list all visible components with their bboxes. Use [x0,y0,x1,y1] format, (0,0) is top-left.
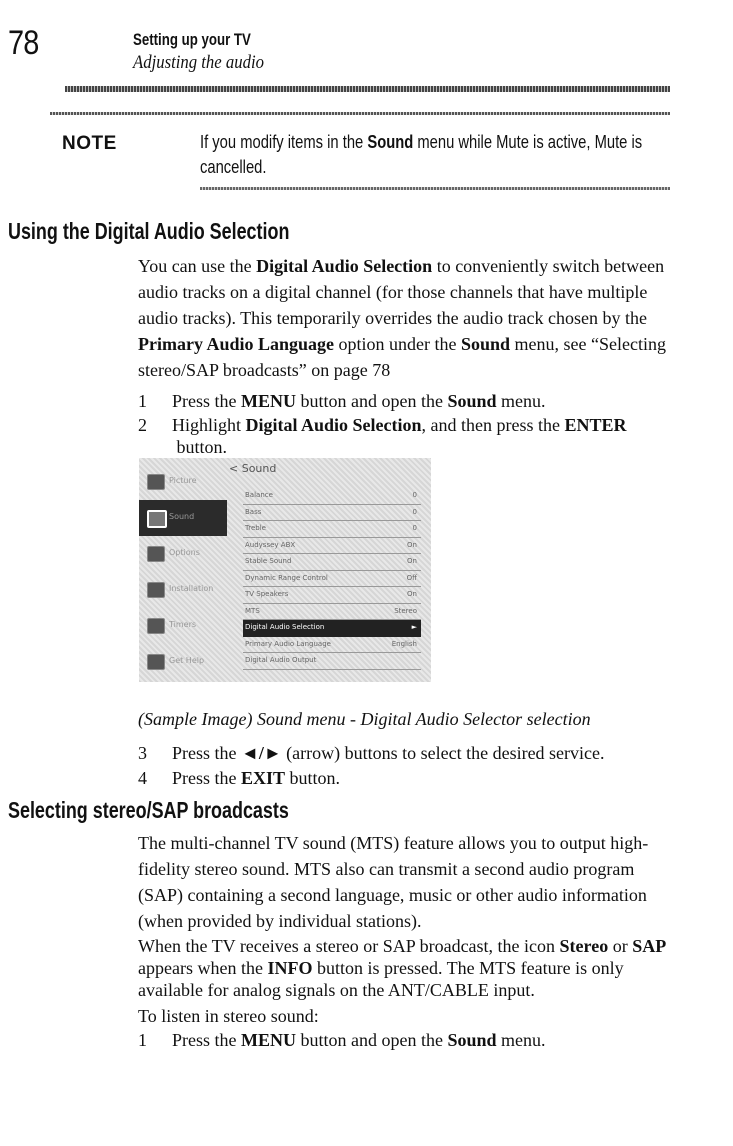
note-top-rule [50,112,670,115]
options-icon [147,546,165,562]
tv-menu-title: < Sound [229,462,277,475]
step-2: 2 Highlight Digital Audio Selection, and then press the ENTER button. [138,415,627,457]
header-rule [65,86,670,92]
step-3: 3 Press the ◄/► (arrow) buttons to select the desired service. [138,743,605,763]
note-bottom-rule [200,187,670,190]
header-section-title: Setting up your TV [133,30,251,49]
paragraph-stereo-sap-icon: When the TV receives a stereo or SAP broadcast, the icon Stereo or SAP appears when the INFO button is pressed. The MTS feature is only available for analog signals on the ANT/CABLE input. [138,936,667,1000]
tv-side-item: Installation [139,572,227,608]
note-text: If you modify items in the Sound menu while Mute is active, Mute is cancelled. [200,132,643,177]
tv-menu-row: Digital Audio Output [243,653,421,670]
tv-menu-row: Primary Audio Language English [243,637,421,654]
step-1: 1 Press the MENU button and open the Sound menu. [138,391,546,411]
section-heading-digital-audio: Using the Digital Audio Selection [8,218,290,244]
tv-side-item: Sound [139,500,227,536]
tv-side-item: Options [139,536,227,572]
header-subsection-title: Adjusting the audio [133,52,264,73]
tv-menu-row: MTS Stereo [243,604,421,621]
tv-menu-row: Audyssey ABX On [243,538,421,555]
step-4: 4 Press the EXIT button. [138,768,341,788]
tv-side-item: Picture [139,464,227,500]
tv-menu-row: Bass 0 [243,505,421,522]
picture-icon [147,474,165,490]
stereo-step-1: 1 Press the MENU button and open the Sound menu. [138,1030,546,1050]
tv-menu-row: Balance 0 [243,488,421,505]
tv-menu-list [243,488,421,670]
tv-side-item: Timers [139,608,227,644]
tv-side-item: Get Help [139,644,227,680]
help-icon [147,654,165,670]
paragraph-mts: The multi-channel TV sound (MTS) feature allows you to output high-fidelity stereo sound. MTS also can transmit a second audio program (SAP) containing a second language, music or other audio information (when provided by individual stations). [138,833,649,931]
tv-menu-sidebar [139,458,227,682]
page-number: 78 [8,24,39,62]
note-label: NOTE [62,133,117,154]
sound-menu-sample-image [139,458,431,682]
paragraph-listen-stereo: To listen in stereo sound: [138,1006,319,1026]
paragraph-digital-audio: You can use the Digital Audio Selection to conveniently switch between audio tracks on a digital channel (for those channels that have multiple audio tracks). This temporarily overrides the audio track chosen by the Primary Audio Language option under the Sound menu, see “Selecting stereo/SAP broadcasts” on page 78 [138,256,666,380]
tv-menu-row: Treble 0 [243,521,421,538]
sound-icon [147,510,167,528]
tv-menu-row: TV Speakers On [243,587,421,604]
installation-icon [147,582,165,598]
tv-menu-row: Stable Sound On [243,554,421,571]
tv-menu-row: Dynamic Range Control Off [243,571,421,588]
image-caption: (Sample Image) Sound menu - Digital Audio Selector selection [138,709,591,729]
timers-icon [147,618,165,634]
section-heading-stereo-sap: Selecting stereo/SAP broadcasts [8,797,289,823]
tv-menu-row-highlighted: Digital Audio Selection ► [243,620,421,637]
